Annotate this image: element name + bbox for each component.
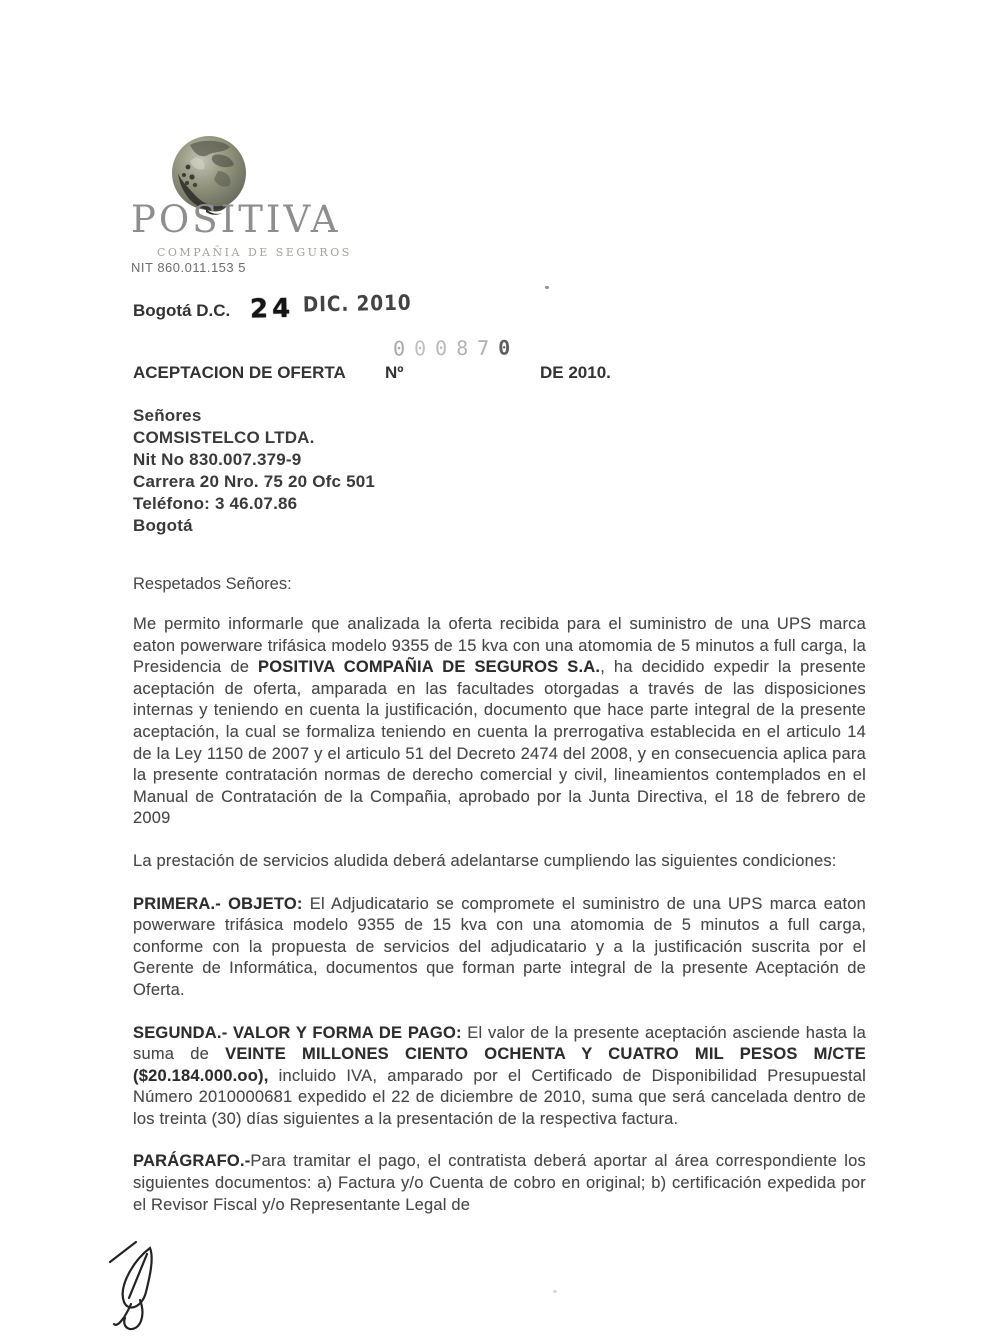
document-year-label: DE 2010.	[540, 363, 611, 382]
city-label: Bogotá D.C.	[133, 301, 231, 320]
company-logo-wordmark: POSITIVA	[131, 198, 341, 241]
scan-speck	[545, 286, 549, 289]
document-number-label: Nº	[385, 363, 404, 382]
date-stamp-day: 24	[249, 293, 295, 325]
recipient-line: Señores	[133, 406, 202, 425]
company-logo-tagline: COMPAÑIA DE SEGUROS	[157, 246, 352, 259]
recipient-line: Nit No 830.007.379-9	[133, 450, 302, 469]
recipient-block	[133, 405, 375, 537]
company-nit: NIT 860.011.153 5	[131, 260, 246, 275]
date-stamp	[250, 291, 423, 324]
salutation: Respetados Señores:	[133, 575, 292, 593]
recipient-line: Teléfono: 3 46.07.86	[133, 494, 298, 513]
scan-speck	[553, 1290, 557, 1293]
document-title: ACEPTACION DE OFERTA	[133, 363, 346, 382]
recipient-line: Carrera 20 Nro. 75 20 Ofc 501	[133, 472, 376, 491]
letter-body	[133, 614, 866, 1237]
recipient-line: Bogotá	[133, 516, 193, 535]
paragraph-conditions: La prestación de servicios aludida deberá adelantarse cumpliendo las siguientes condiciones:	[133, 851, 837, 870]
recipient-line: COMSISTELCO LTDA.	[133, 428, 315, 447]
paragraph-primera: PRIMERA.- OBJETO: El Adjudicatario se compromete el suministro de una UPS marca eaton powerware trifásica modelo 9355 de 15 kva con una atomomia de 5 minutos a full carga, conforme con la propuesta de servicios del adjudicatario y a la justificación suscrita por el Gerente de Informática, documentos que forman parte integral de la presente Aceptación de Oferta.	[133, 894, 866, 999]
handwritten-scribble	[104, 1238, 182, 1336]
date-stamp-month-year: DIC. 2010	[303, 290, 413, 317]
document-title-line	[133, 363, 873, 387]
paragraph-intro: Me permito informarle que analizada la oferta recibida para el suministro de una UPS marca eaton powerware trifásica modelo 9355 de 15 kva con una atomomia de 5 minutos a full carga, la Presidencia de POSITIVA COMPAÑIA DE SEGUROS S.A., ha decidido expedir la presente aceptación de oferta, amparada en las facultades otorgadas a través de las disposiciones internas y teniendo en cuenta la justificación, documento que hace parte integral de la presente aceptación, la cual se formaliza teniendo en cuenta la prerrogativa establecida en el articulo 14 de la Ley 1150 de 2007 y el articulo 51 del Decreto 2474 del 2008, y en consecuencia aplica para la presente contratación normas de derecho comercial y civil, lineamientos contemplados en el Manual de Contratación de la Compañia, aprobado por la Junta Directiva, el 18 de febrero de 2009	[133, 615, 866, 828]
paragraph-paragrafo: PARÁGRAFO.-Para tramitar el pago, el contratista deberá aportar al área correspondiente los siguientes documentos: a) Factura y/o Cuenta de cobro en original; b) certificación expedida por el Revisor Fiscal y/o Representante Legal de	[133, 1152, 866, 1214]
consecutive-number-stamp: 000870	[392, 335, 520, 361]
paragraph-segunda: SEGUNDA.- VALOR Y FORMA DE PAGO: El valor de la presente aceptación asciende hasta la suma de VEINTE MILLONES CIENTO OCHENTA Y CUATRO MIL PESOS M/CTE ($20.184.000.oo), incluido IVA, amparado por el Certificado de Disponibilidad Presupuestal Número 2010000681 expedido el 22 de diciembre de 2010, suma que será cancelada dentro de los treinta (30) días siguientes a la presentación de la respectiva factura.	[133, 1023, 866, 1128]
